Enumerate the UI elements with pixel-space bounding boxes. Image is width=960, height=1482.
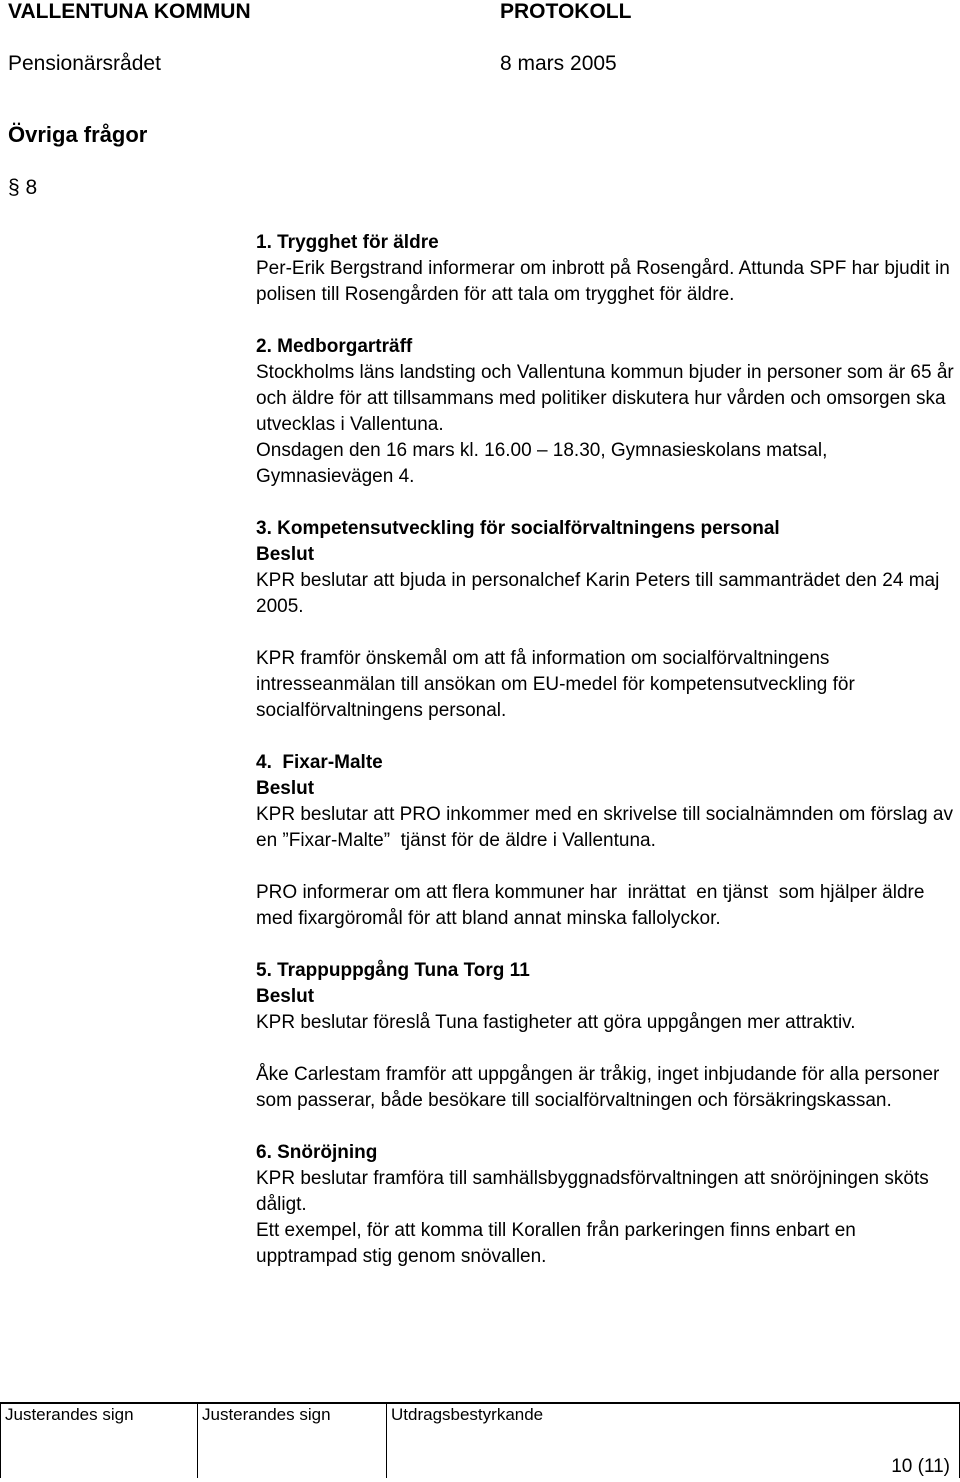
item-title: 6. Snöröjning [256,1142,378,1163]
item-title: 4. Fixar-Malte [256,752,383,773]
certification-cell: Utdragsbestyrkande [386,1404,960,1478]
document-type: PROTOKOLL [500,0,632,23]
item-text: Onsdagen den 16 mars kl. 16.00 – 18.30, Gymnasieskolans matsal, Gymnasievägen 4. [256,440,828,487]
item-title: 5. Trappuppgång Tuna Torg 11 [256,960,530,981]
item-text: KPR beslutar framföra till samhällsbyggnadsförvaltningen att snöröjningen sköts dåligt. Ett exempel, för att komma till Korallen från parkeringen finns enbart en upptrampad stig genom snövallen. [256,1168,929,1267]
item-text: Stockholms läns landsting och Vallentuna kommun bjuder in personer som är 65 år och äldre för att tillsammans med politiker diskutera hur vården och omsorgen ska utvecklas i Vallentuna. [256,362,954,435]
agenda-items [256,230,959,1296]
signature-cell: Justerandes sign [0,1404,197,1478]
paragraph-number: § 8 [8,176,38,199]
agenda-item-6 [256,1140,956,1270]
board-name: Pensionärsrådet [8,52,161,75]
org-name: VALLENTUNA KOMMUN [8,0,251,23]
item-title: 2. Medborgarträff [256,336,413,357]
signature-footer [0,1404,960,1482]
agenda-item-5 [256,958,956,1114]
item-text: Åke Carlestam framför att uppgången är tråkig, inget inbjudande för alla personer som passerar, både besökare till socialförvaltningen och försäkringskassan. [256,1064,940,1111]
item-text: Per-Erik Bergstrand informerar om inbrott på Rosengård. Attunda SPF har bjudit in polisen till Rosengården för att tala om trygghet för äldre. [256,258,950,305]
page-number: 10 (11) [891,1456,950,1477]
item-title: 1. Trygghet för äldre [256,232,439,253]
decision-label: Beslut [256,778,315,799]
meeting-date: 8 mars 2005 [500,52,617,75]
signature-cell: Justerandes sign [197,1404,386,1478]
item-title: 3. Kompetensutveckling för socialförvaltningens personal [256,518,780,539]
decision-label: Beslut [256,544,315,565]
item-text: KPR framför önskemål om att få information om socialförvaltningens intresseanmälan till ansökan om EU-medel för kompetensutveckling för socialförvaltningens personal. [256,648,855,721]
item-text: KPR beslutar föreslå Tuna fastigheter att göra uppgången mer attraktiv. [256,1012,856,1033]
item-text: KPR beslutar att PRO inkommer med en skrivelse till socialnämnden om förslag av en ”Fixar-Malte” tjänst för de äldre i Vallentuna. [256,804,959,851]
section-title: Övriga frågor [8,122,148,147]
agenda-item-2 [256,334,956,490]
agenda-item-1 [256,230,956,308]
decision-label: Beslut [256,986,315,1007]
item-text: PRO informerar om att flera kommuner har inrättat en tjänst som hjälper äldre med fixargöromål för att bland annat minska fallolyckor. [256,882,930,929]
agenda-item-4 [256,750,959,932]
item-text: KPR beslutar att bjuda in personalchef Karin Peters till sammanträdet den 24 maj 2005. [256,570,940,617]
agenda-item-3 [256,516,956,724]
